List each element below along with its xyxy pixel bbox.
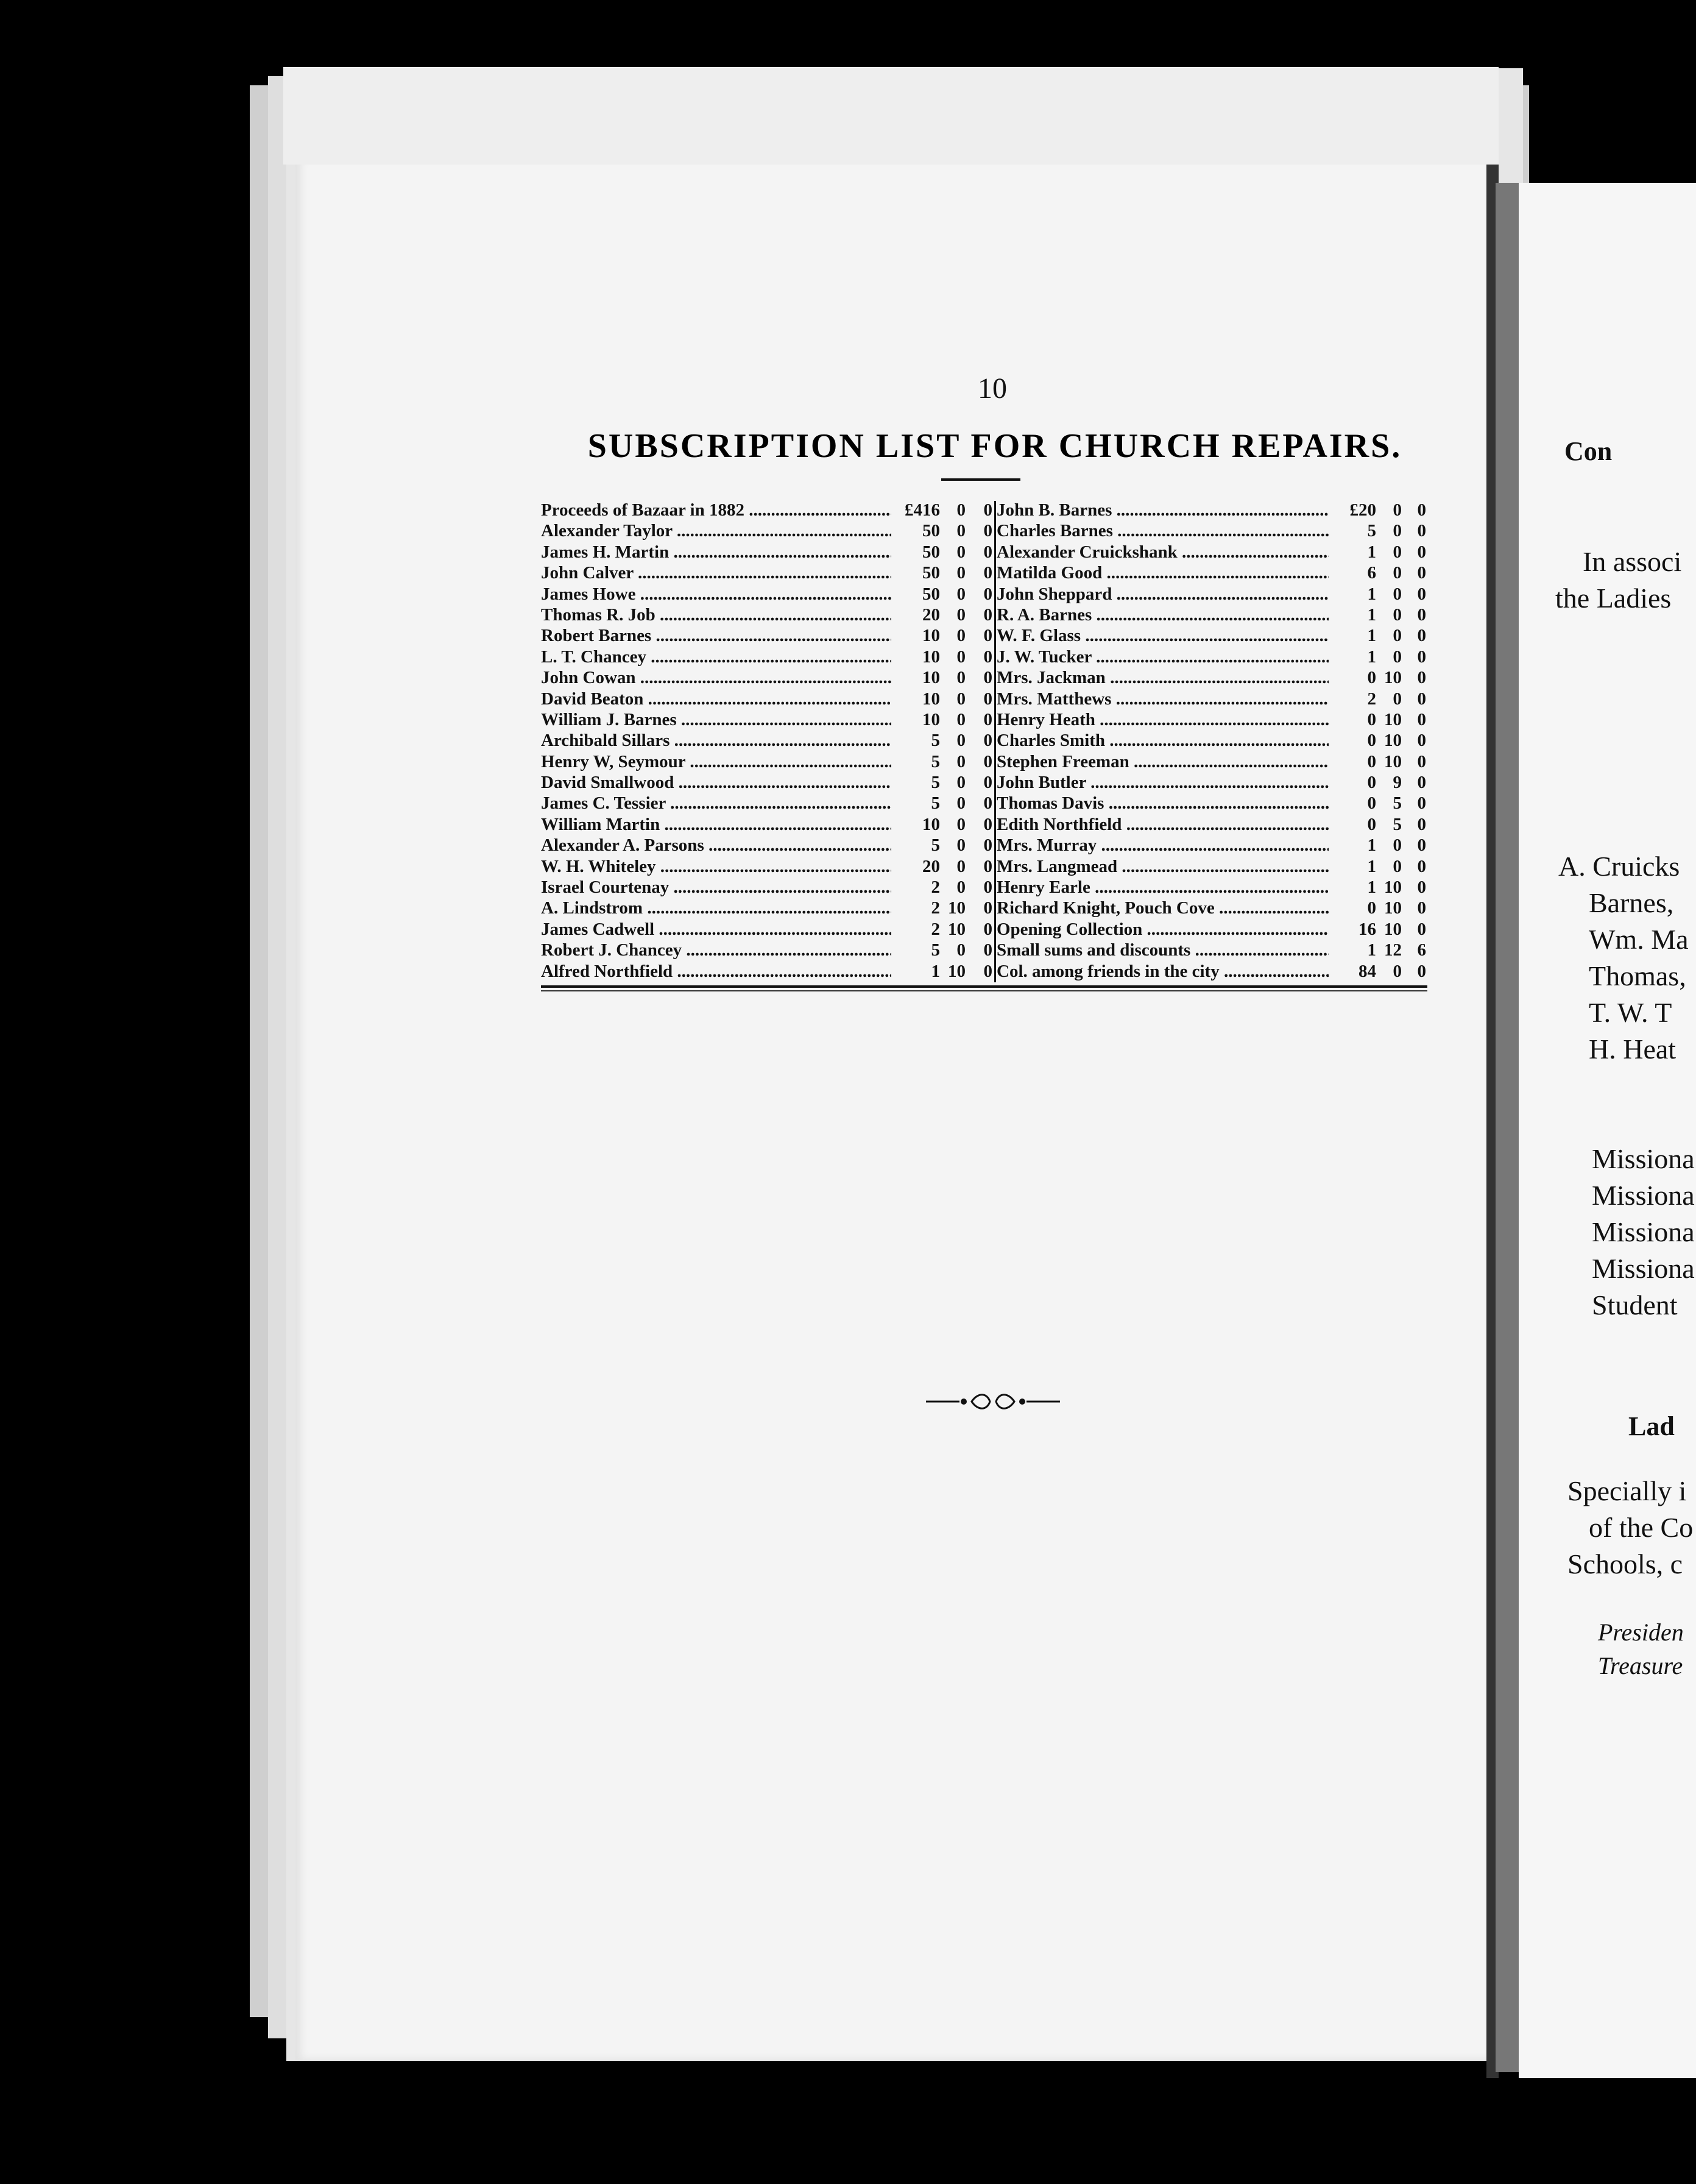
table-row [541,835,995,856]
amount-pounds: 1 [1367,856,1376,876]
amount-pounds: 0 [1367,751,1376,771]
table-row [997,940,1427,960]
amount-shillings: 9 [1393,773,1402,793]
subscriber-name: Small sums and discounts ..... [997,940,1329,960]
amount-shillings: 0 [956,604,966,625]
left-column [541,500,995,982]
right-name: Barnes, [1589,887,1674,918]
subscriber-name: Mrs. Murray ..... [997,835,1329,856]
subscriber-name: Henry Heath ..... [997,709,1329,730]
subscriber-name: J. W. Tucker ..... [997,647,1329,667]
subscriber-name: James C. Tessier ..... [541,793,891,814]
amount-pence: 0 [983,878,992,898]
subscriber-name: John Calver ..... [541,562,891,583]
amount-pence: 0 [983,542,992,562]
amount-pence: 0 [983,919,992,939]
amount-shillings: 0 [956,773,966,793]
amount-shillings: 0 [956,689,966,709]
subscriber-name: Proceeds of Bazaar in 1882 ..... [541,500,891,520]
ornament-icon [926,1389,1060,1414]
column-divider [994,501,996,982]
subscriber-name: William J. Barnes ..... [541,709,891,730]
amount-shillings: 0 [956,542,966,562]
table-row [541,856,995,877]
amount-pounds: 84 [1359,961,1376,981]
table-row [541,709,995,730]
table-row [541,877,995,898]
subscriber-name: L. T. Chancey ..... [541,647,891,667]
amount-pence: 0 [983,961,992,981]
subscriber-name: Israel Courtenay ..... [541,877,891,898]
amount-shillings: 0 [956,793,966,814]
amount-shillings: 0 [956,668,966,688]
amount-shillings: 0 [956,856,966,876]
amount-shillings: 0 [1393,626,1402,646]
amount-pence: 0 [983,751,992,771]
right-para-line: of the Co [1589,1512,1694,1543]
title-rule [941,478,1020,481]
amount-shillings: 0 [1393,689,1402,709]
amount-pence: 0 [1417,919,1426,939]
amount-pounds: 50 [922,563,940,583]
amount-shillings: 10 [1384,898,1402,918]
right-officer: Presiden [1598,1618,1684,1646]
subscriber-name: W. F. Glass ..... [997,625,1329,646]
amount-shillings: 0 [1393,584,1402,604]
table-row [997,919,1427,940]
amount-shillings: 10 [1384,709,1402,729]
amount-shillings: 0 [956,731,966,751]
subscriber-name: Alexander A. Parsons ..... [541,835,891,856]
amount-pounds: 10 [922,689,940,709]
table-row [541,898,995,918]
amount-pounds: 10 [922,626,940,646]
amount-pounds: 1 [1367,604,1376,625]
page-title: SUBSCRIPTION LIST FOR CHURCH REPAIRS. [587,427,1402,465]
table-row [541,961,995,982]
subscriber-name: Richard Knight, Pouch Cove ..... [997,898,1329,918]
table-row [997,667,1427,688]
right-officer: Treasure [1598,1652,1683,1679]
table-row [541,730,995,751]
table-row [997,856,1427,877]
amount-pounds: 0 [1367,773,1376,793]
subscriber-name: Robert Barnes ..... [541,625,891,646]
amount-shillings: 0 [1393,521,1402,541]
right-name: H. Heat [1589,1034,1677,1065]
table-row [997,772,1427,793]
subscriber-name: James H. Martin ..... [541,542,891,562]
amount-pence: 0 [1417,500,1426,520]
amount-pence: 0 [1417,856,1426,876]
amount-pounds: £416 [905,500,940,520]
table-row [997,562,1427,583]
amount-shillings: 0 [956,940,966,960]
amount-pounds: 20 [922,604,940,625]
amount-pence: 0 [1417,814,1426,834]
amount-pounds: 2 [931,919,940,939]
amount-shillings: 0 [1393,563,1402,583]
amount-shillings: 0 [956,626,966,646]
amount-pounds: 0 [1367,709,1376,729]
table-row [997,961,1427,982]
table-row [997,730,1427,751]
table-row [541,500,995,520]
subscriber-name: William Martin ..... [541,814,891,835]
amount-pounds: 20 [922,856,940,876]
subscriber-name: Henry W, Seymour ..... [541,751,891,772]
amount-pounds: 10 [922,647,940,667]
table-row [997,584,1427,604]
book-gutter [1496,183,1519,2072]
right-role: Missiona [1592,1143,1695,1174]
amount-pounds: 5 [931,731,940,751]
amount-shillings: 0 [1393,647,1402,667]
subscriber-name: Charles Smith ..... [997,730,1329,751]
amount-pence: 0 [1417,604,1426,625]
amount-pence: 0 [1417,563,1426,583]
amount-pence: 0 [1417,521,1426,541]
subscriber-name: Stephen Freeman ..... [997,751,1329,772]
amount-shillings: 0 [956,563,966,583]
amount-pounds: 50 [922,521,940,541]
table-row [541,584,995,604]
amount-pence: 0 [1417,773,1426,793]
table-row [997,814,1427,835]
amount-pence: 0 [1417,709,1426,729]
table-row [541,667,995,688]
amount-pounds: 50 [922,542,940,562]
table-row [997,647,1427,667]
amount-pounds: 0 [1367,814,1376,834]
right-heading: Con [1564,436,1613,466]
right-column [997,500,1427,982]
table-bottom-rule [541,985,1427,988]
table-row [997,625,1427,646]
amount-shillings: 10 [948,919,966,939]
amount-pounds: 0 [1367,793,1376,814]
amount-shillings: 10 [1384,751,1402,771]
right-role: Missiona [1592,1253,1695,1284]
amount-pounds: 10 [922,814,940,834]
amount-shillings: 10 [1384,731,1402,751]
amount-shillings: 10 [1384,668,1402,688]
table-row [541,647,995,667]
amount-pence: 0 [983,773,992,793]
table-row [541,814,995,835]
amount-pence: 0 [983,563,992,583]
amount-shillings: 0 [1393,835,1402,856]
right-para-line: Specially i [1567,1475,1687,1506]
subscriber-name: Edith Northfield ..... [997,814,1329,835]
amount-pounds: 5 [931,773,940,793]
right-line: In associ [1583,546,1682,577]
amount-pence: 0 [983,835,992,856]
table-row [541,625,995,646]
amount-pounds: 0 [1367,731,1376,751]
amount-shillings: 0 [956,584,966,604]
amount-pence: 6 [1417,940,1426,960]
amount-shillings: 10 [948,961,966,981]
amount-pounds: 1 [1367,647,1376,667]
subscriber-name: Archibald Sillars ..... [541,730,891,751]
amount-shillings: 12 [1384,940,1402,960]
table-row [541,751,995,772]
amount-shillings: 0 [1393,500,1402,520]
subscriber-name: John B. Barnes ..... [997,500,1329,520]
amount-pence: 0 [1417,878,1426,898]
amount-pounds: 0 [1367,898,1376,918]
amount-pence: 0 [983,898,992,918]
amount-shillings: 0 [956,751,966,771]
amount-pounds: 10 [922,668,940,688]
right-name: Thomas, [1589,960,1686,991]
table-row [997,835,1427,856]
right-line: the Ladies [1555,583,1672,614]
amount-shillings: 0 [1393,604,1402,625]
amount-shillings: 0 [956,709,966,729]
amount-pounds: 1 [1367,626,1376,646]
amount-pence: 0 [983,814,992,834]
amount-pence: 0 [983,731,992,751]
table-bottom-rule-thin [541,990,1427,991]
amount-pounds: 5 [931,793,940,814]
subscriber-name: Thomas Davis ..... [997,793,1329,814]
subscriber-name: Alexander Taylor ..... [541,520,891,541]
right-role: Missiona [1592,1216,1695,1247]
amount-pence: 0 [1417,647,1426,667]
subscriber-name: David Smallwood ..... [541,772,891,793]
table-row [541,772,995,793]
table-row [997,898,1427,918]
subscriber-name: James Howe ..... [541,584,891,604]
amount-pence: 0 [983,856,992,876]
right-page [1519,183,1696,2078]
amount-pounds: 0 [1367,668,1376,688]
right-name: A. Cruicks [1558,851,1680,882]
amount-shillings: 10 [1384,878,1402,898]
amount-pence: 0 [1417,584,1426,604]
subscriber-name: Mrs. Matthews ..... [997,689,1329,709]
amount-pence: 0 [1417,751,1426,771]
amount-pence: 0 [983,584,992,604]
amount-shillings: 0 [956,521,966,541]
amount-pence: 0 [1417,835,1426,856]
subscriber-name: Mrs. Langmead ..... [997,856,1329,877]
subscriber-name: John Butler ..... [997,772,1329,793]
amount-shillings: 0 [1393,856,1402,876]
table-row [997,751,1427,772]
table-row [541,940,995,960]
amount-pence: 0 [983,521,992,541]
amount-pence: 0 [1417,793,1426,814]
amount-pounds: 6 [1367,563,1376,583]
table-row [541,793,995,814]
amount-pence: 0 [1417,626,1426,646]
amount-pounds: 2 [931,878,940,898]
table-row [541,562,995,583]
subscriber-name: Opening Collection ..... [997,919,1329,940]
amount-pounds: 5 [931,835,940,856]
amount-shillings: 5 [1393,814,1402,834]
subscriber-name: Thomas R. Job ..... [541,604,891,625]
subscriber-name: Robert J. Chancey ..... [541,940,891,960]
amount-shillings: 0 [956,878,966,898]
amount-pounds: 1 [1367,542,1376,562]
subscriber-name: Alfred Northfield ..... [541,961,891,982]
subscriber-name: R. A. Barnes ..... [997,604,1329,625]
subscriber-name: John Sheppard ..... [997,584,1329,604]
amount-shillings: 10 [1384,919,1402,939]
amount-shillings: 5 [1393,793,1402,814]
table-row [997,604,1427,625]
amount-shillings: 0 [1393,542,1402,562]
right-role: Student [1592,1289,1678,1321]
amount-shillings: 0 [956,814,966,834]
table-row [997,520,1427,541]
amount-pence: 0 [1417,668,1426,688]
amount-pence: 0 [983,500,992,520]
amount-shillings: 0 [956,500,966,520]
amount-pence: 0 [983,709,992,729]
amount-pounds: £20 [1349,500,1376,520]
amount-pounds: 1 [1367,835,1376,856]
amount-pence: 0 [1417,689,1426,709]
subscriber-name: Mrs. Jackman ..... [997,667,1329,688]
amount-pounds: 16 [1359,919,1376,939]
page-top-flap [283,67,1499,165]
right-para-line: Schools, c [1567,1548,1683,1580]
table-row [997,877,1427,898]
amount-shillings: 0 [1393,961,1402,981]
amount-pence: 0 [983,793,992,814]
amount-pounds: 5 [931,751,940,771]
subscriber-name: Henry Earle ..... [997,877,1329,898]
amount-pence: 0 [1417,731,1426,751]
amount-pence: 0 [983,668,992,688]
amount-pounds: 1 [1367,940,1376,960]
subscriber-name: John Cowan ..... [541,667,891,688]
amount-pence: 0 [1417,961,1426,981]
right-role: Missiona [1592,1180,1695,1211]
right-subheading: Lad [1628,1411,1675,1441]
table-row [541,604,995,625]
amount-pence: 0 [1417,898,1426,918]
amount-pounds: 10 [922,709,940,729]
right-name: Wm. Ma [1589,924,1689,955]
amount-shillings: 10 [948,898,966,918]
amount-pence: 0 [983,689,992,709]
table-row [997,689,1427,709]
amount-shillings: 0 [956,647,966,667]
amount-pounds: 1 [1367,584,1376,604]
subscriber-name: Charles Barnes ..... [997,520,1329,541]
table-row [997,542,1427,562]
amount-pence: 0 [1417,542,1426,562]
table-row [541,919,995,940]
amount-shillings: 0 [956,835,966,856]
page-number: 10 [978,372,1007,405]
subscriber-name: A. Lindstrom ..... [541,898,891,918]
amount-pounds: 5 [1367,521,1376,541]
subscriber-name: James Cadwell ..... [541,919,891,940]
amount-pounds: 1 [1367,878,1376,898]
amount-pounds: 2 [1367,689,1376,709]
amount-pence: 0 [983,647,992,667]
table-row [997,709,1427,730]
table-row [541,689,995,709]
right-name: T. W. T [1589,997,1672,1028]
table-row [541,520,995,541]
subscriber-name: W. H. Whiteley ..... [541,856,891,877]
table-row [997,793,1427,814]
amount-pounds: 1 [931,961,940,981]
table-row [541,542,995,562]
amount-pence: 0 [983,604,992,625]
amount-pence: 0 [983,940,992,960]
amount-pounds: 50 [922,584,940,604]
amount-pounds: 2 [931,898,940,918]
subscriber-name: Col. among friends in the city ..... [997,961,1329,982]
subscriber-name: David Beaton ..... [541,689,891,709]
amount-pounds: 5 [931,940,940,960]
table-row [997,500,1427,520]
subscriber-name: Matilda Good ..... [997,562,1329,583]
amount-pence: 0 [983,626,992,646]
subscriber-name: Alexander Cruickshank ..... [997,542,1329,562]
